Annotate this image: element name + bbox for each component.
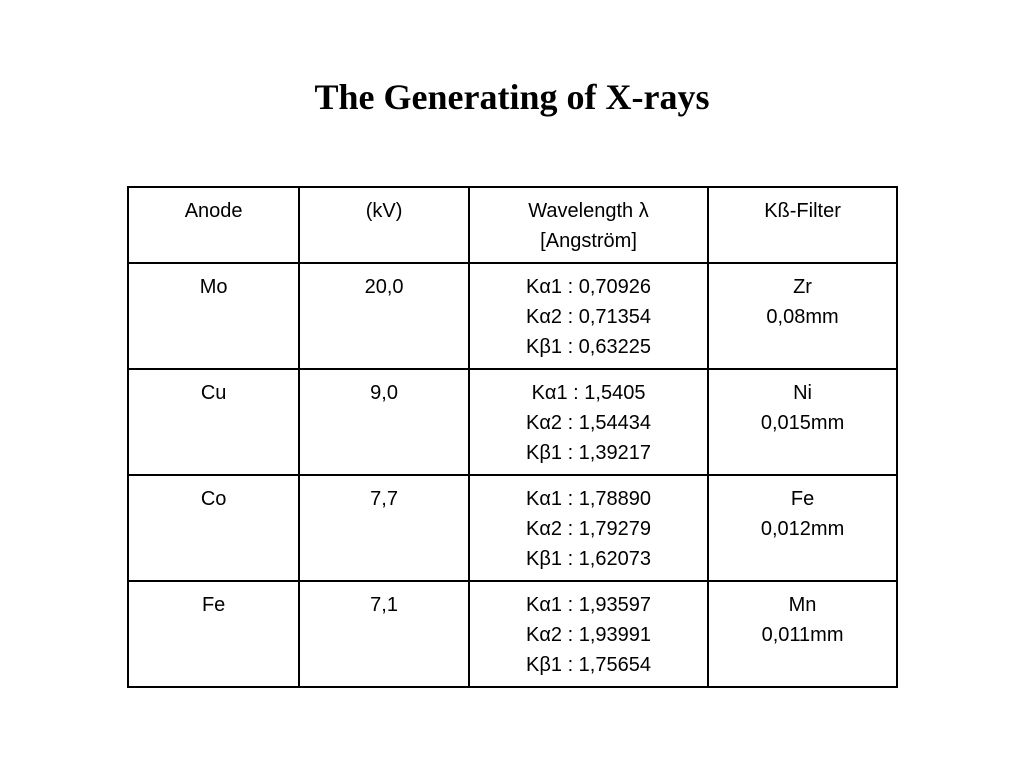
cell-anode: Fe [128, 581, 299, 687]
filter-thickness: 0,012mm [760, 518, 845, 540]
table-header-row [128, 187, 897, 263]
table-row [128, 369, 897, 475]
wavelength-kb1: Kβ1 : 1,75654 [526, 654, 651, 676]
filter-element: Zr [793, 276, 812, 298]
header-wavelength-line2: [Angström] [540, 230, 637, 252]
header-filter: Kß-Filter [708, 187, 897, 263]
wavelength-ka1: Kα1 : 1,93597 [526, 594, 652, 616]
wavelength-ka2: Kα2 : 1,54434 [526, 412, 652, 434]
wavelength-ka1: Kα1 : 1,78890 [526, 488, 652, 510]
wavelength-ka1: Kα1 : 1,5405 [531, 382, 646, 404]
wavelength-ka1: Kα1 : 0,70926 [526, 276, 652, 298]
cell-anode: Mo [128, 263, 299, 369]
filter-element: Ni [793, 382, 812, 404]
cell-kv: 9,0 [299, 369, 469, 475]
wavelength-kb1: Kβ1 : 0,63225 [526, 336, 651, 358]
filter-thickness: 0,08mm [766, 306, 839, 328]
cell-kv: 7,1 [299, 581, 469, 687]
table-row [128, 475, 897, 581]
cell-filter [708, 475, 897, 581]
header-wavelength-line1: Wavelength λ [528, 200, 649, 222]
cell-wavelength [469, 475, 708, 581]
page-title: The Generating of X-rays [314, 77, 710, 117]
table-row [128, 581, 897, 687]
cell-anode: Co [128, 475, 299, 581]
cell-filter [708, 581, 897, 687]
cell-filter [708, 263, 897, 369]
wavelength-ka2: Kα2 : 0,71354 [526, 306, 652, 328]
wavelength-ka2: Kα2 : 1,93991 [526, 624, 652, 646]
cell-kv: 20,0 [299, 263, 469, 369]
filter-element: Fe [790, 488, 815, 510]
cell-wavelength [469, 369, 708, 475]
cell-kv: 7,7 [299, 475, 469, 581]
cell-filter [708, 369, 897, 475]
header-kv: (kV) [299, 187, 469, 263]
cell-wavelength [469, 581, 708, 687]
filter-thickness: 0,015mm [760, 412, 845, 434]
header-wavelength [469, 187, 708, 263]
xray-table [127, 186, 898, 688]
wavelength-ka2: Kα2 : 1,79279 [526, 518, 652, 540]
cell-wavelength [469, 263, 708, 369]
header-anode: Anode [128, 187, 299, 263]
wavelength-kb1: Kβ1 : 1,39217 [526, 442, 651, 464]
table-row [128, 263, 897, 369]
filter-element: Mn [788, 594, 817, 616]
cell-anode: Cu [128, 369, 299, 475]
wavelength-kb1: Kβ1 : 1,62073 [526, 548, 651, 570]
filter-thickness: 0,011mm [761, 624, 844, 646]
